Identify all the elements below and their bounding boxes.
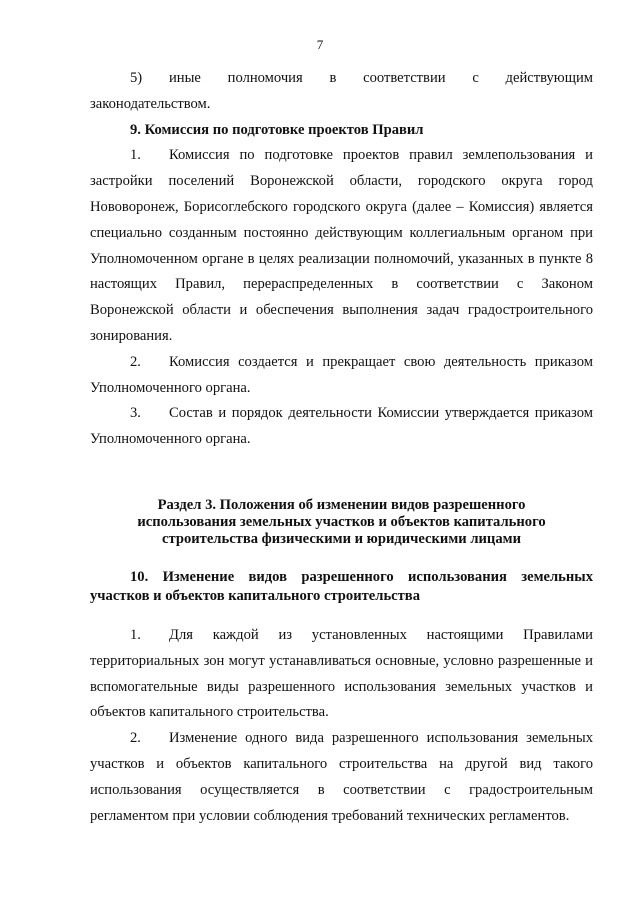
item-number: 2. — [130, 353, 141, 370]
item-number: 1. — [130, 626, 141, 643]
page-content — [90, 66, 593, 829]
item-number: 1. — [130, 147, 141, 164]
item-number: 3. — [130, 405, 141, 422]
paragraph-text: Комиссия создается и прекращает свою деятельность приказом Уполномоченного органа. — [90, 353, 593, 396]
item-number: 2. — [130, 730, 141, 747]
paragraph-text: Изменение одного вида разрешенного использования земельных участков и объектов капитального строительства на другой вид такого использования осуществляется в соответствии с градостроительным регламентом при условии соблюдения требований технических регламентов. — [90, 730, 593, 824]
paragraph-10-2 — [90, 726, 593, 829]
paragraph-9-2 — [90, 350, 593, 402]
paragraph-text: Комиссия по подготовке проектов правил землепользования и застройки поселений Воронежской области, городского округа город Нововоронеж, Борисоглебского городского округа (далее – Комиссия) является специально созданным постоянно действующим коллегиальным органом при Уполномоченном органе в целях реализации полномочий, указанных в пункте 8 настоящих Правил, перераспределенных в соответствии с Законом Воронежской области и обеспечения выполнения задач градостроительного зонирования. — [90, 147, 593, 344]
paragraph-text: Состав и порядок деятельности Комиссии утверждается приказом Уполномоченного органа. — [90, 405, 593, 448]
heading-article-9: 9. Комиссия по подготовке проектов Правил — [130, 121, 424, 138]
paragraph-text: иные полномочия в соответствии с действующим законодательством. — [90, 70, 593, 112]
heading-article-10: 10. Изменение видов разрешенного использования земельных участков и объектов капитального строительства — [90, 568, 593, 604]
item-number: 5) — [130, 70, 143, 86]
paragraph-9-1 — [90, 143, 593, 349]
spacer — [90, 606, 593, 623]
paragraph-9-3 — [90, 401, 593, 453]
page-number: 7 — [316, 37, 324, 52]
paragraph-text: Для каждой из установленных настоящими Правилами территориальных зон могут устанавливаться основные, условно разрешенные и вспомогательные виды разрешенного использования земельных участков и объектов капитального строительства. — [90, 626, 593, 721]
paragraph-item-5 — [90, 66, 593, 118]
section-3-title: Раздел 3. Положения об изменении видов разрешенного использования земельных участков и объектов капитального строительства физическими и юридическими лицами — [137, 496, 546, 547]
paragraph-10-1 — [90, 623, 593, 726]
